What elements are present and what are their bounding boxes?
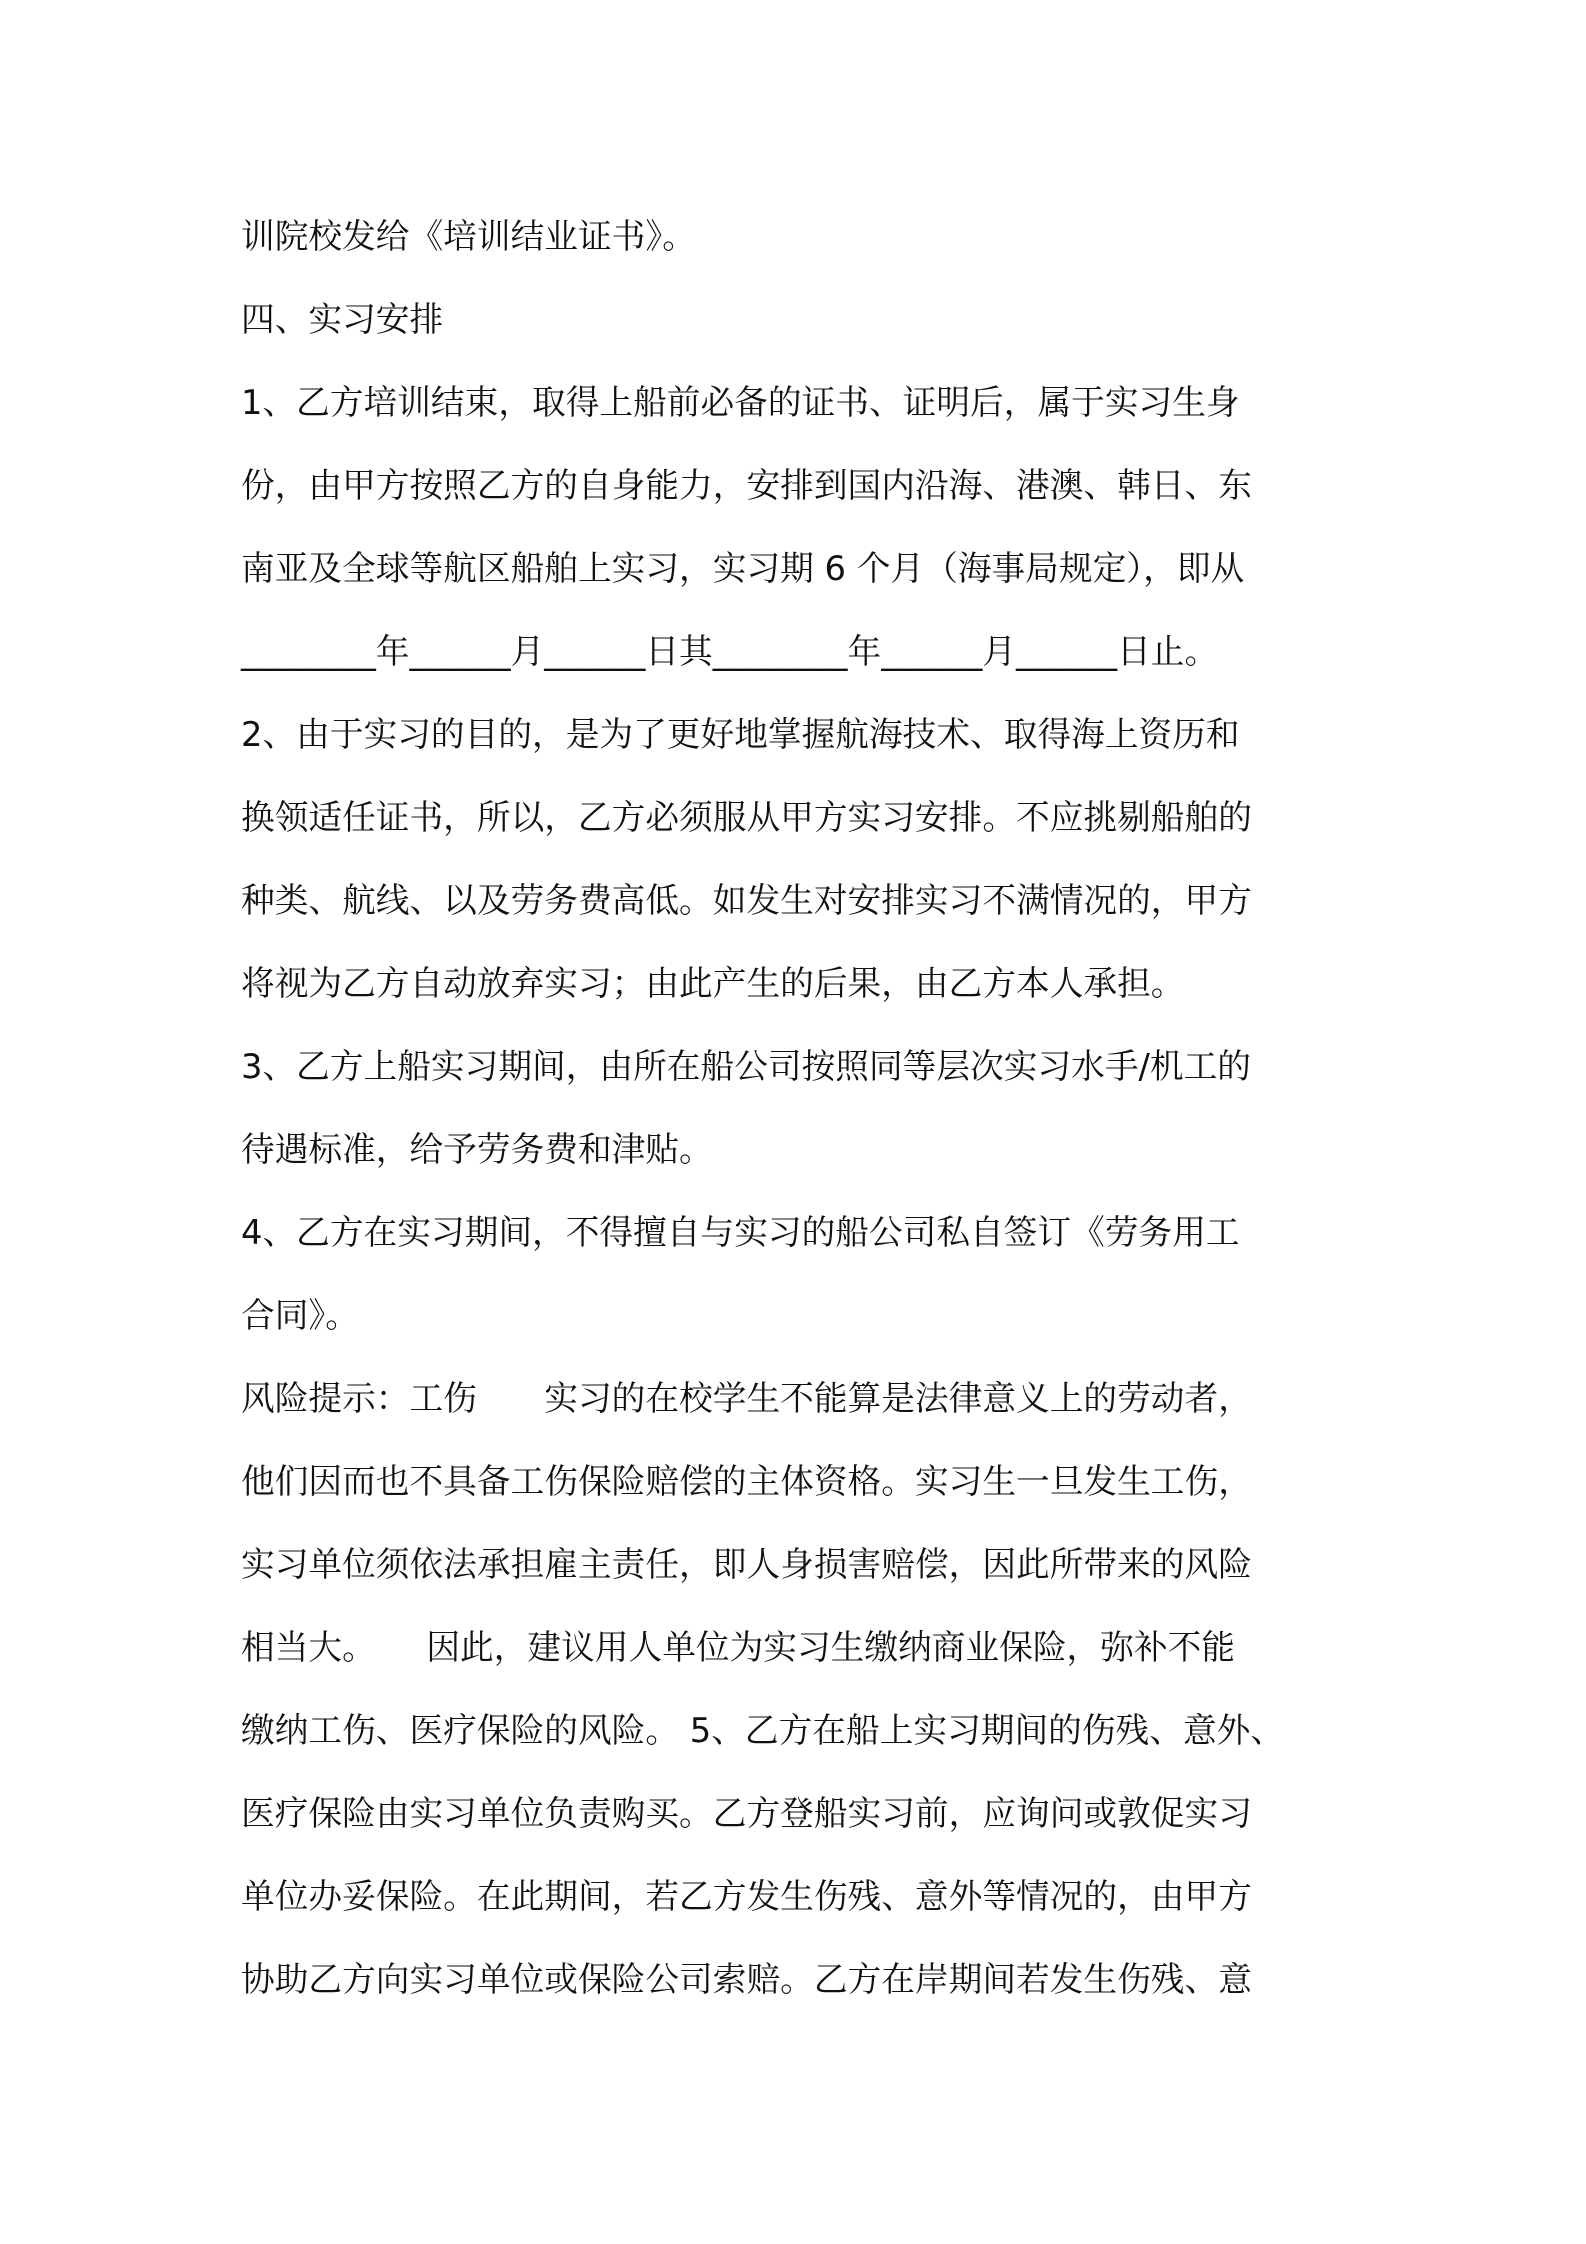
text-line: 协助乙方向实习单位或保险公司索赔。乙方在岸期间若发生伤残、意	[241, 1960, 1252, 2000]
text-line: 南亚及全球等航区船舶上实习，实习期 6 个月（海事局规定），即从	[241, 549, 1245, 589]
document-body	[241, 196, 1361, 2022]
risk-note-line: 风险提示：工伤 实习的在校学生不能算是法律意义上的劳动者，	[241, 1379, 1252, 1419]
text-line: 4、乙方在实习期间，不得擅自与实习的船公司私自签订《劳务用工	[241, 1213, 1240, 1253]
text-line: 种类、航线、以及劳务费高低。如发生对安排实习不满情况的，甲方	[241, 881, 1252, 921]
text-line: 医疗保险由实习单位负责购买。乙方登船实习前，应询问或敦促实习	[241, 1794, 1252, 1834]
text-line: 合同》。	[241, 1296, 359, 1336]
text-line: 单位办妥保险。在此期间，若乙方发生伤残、意外等情况的，由甲方	[241, 1877, 1252, 1917]
text-line: 3、乙方上船实习期间，由所在船公司按照同等层次实习水手/机工的	[241, 1047, 1251, 1087]
text-line: 他们因而也不具备工伤保险赔偿的主体资格。实习生一旦发生工伤，	[241, 1462, 1252, 1502]
section-heading: 四、实习安排	[241, 300, 444, 340]
text-line: 待遇标准，给予劳务费和津贴。	[241, 1130, 713, 1170]
date-blank-line: ________年______月______日其________年______月______日止。	[241, 632, 1219, 672]
text-line: 训院校发给《培训结业证书》。	[241, 217, 696, 257]
text-line: 实习单位须依法承担雇主责任，即人身损害赔偿，因此所带来的风险	[241, 1545, 1252, 1585]
text-line: 1、乙方培训结束，取得上船前必备的证书、证明后，属于实习生身	[241, 383, 1240, 423]
text-line: 换领适任证书，所以，乙方必须服从甲方实习安排。不应挑剔船舶的	[241, 798, 1252, 838]
text-line: 2、由于实习的目的，是为了更好地掌握航海技术、取得海上资历和	[241, 715, 1240, 755]
text-line: 缴纳工伤、医疗保险的风险。 5、乙方在船上实习期间的伤残、意外、	[241, 1711, 1285, 1751]
text-line: 将视为乙方自动放弃实习；由此产生的后果，由乙方本人承担。	[241, 964, 1185, 1004]
text-line: 相当大。 因此，建议用人单位为实习生缴纳商业保险，弥补不能	[241, 1628, 1236, 1668]
text-line: 份，由甲方按照乙方的自身能力，安排到国内沿海、港澳、韩日、东	[241, 466, 1252, 506]
